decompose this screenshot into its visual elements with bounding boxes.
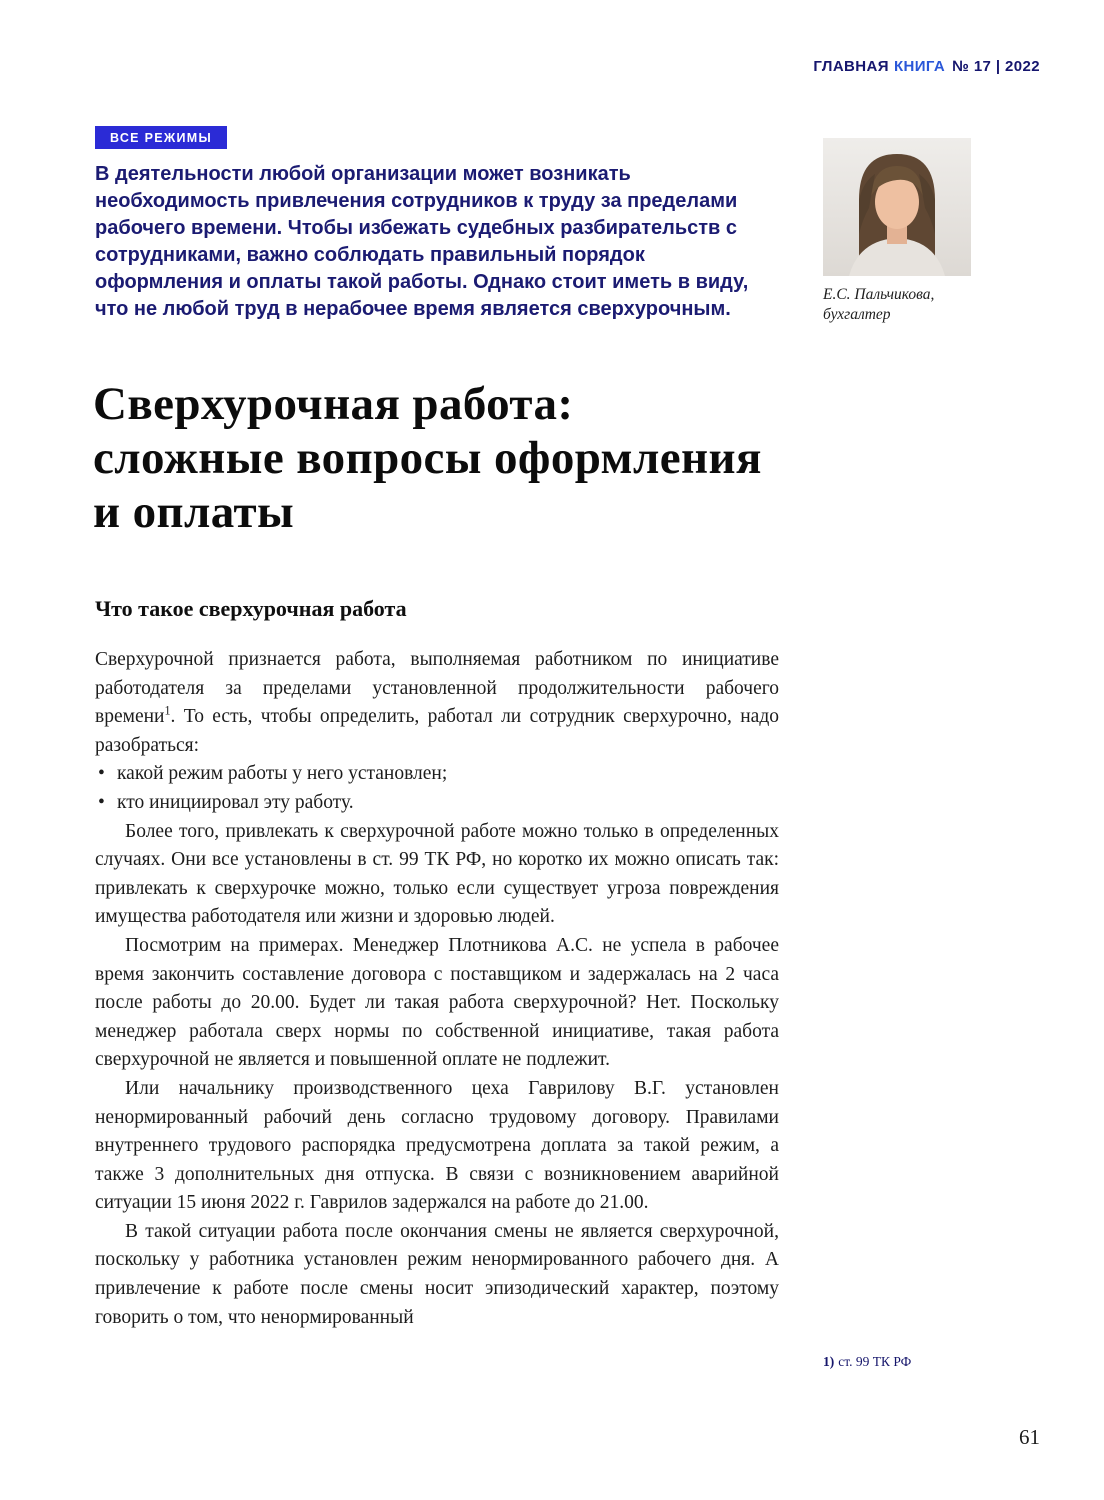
body-paragraph-4: Или начальнику производственного цеха Гаврилову В.Г. установлен ненормированный рабочий день согласно трудовому договору. Правилами внутреннего трудового распорядка предусмотрена доплата за такой режим, а также 3 дополнительных дня отпуска. В связи с возникновением аварийной ситуации 15 июня 2022 г. Гаврилов задержался на работе до 21.00. [95,1077,779,1214]
bullet-item: • кто инициировал эту работу. [95,789,779,818]
issue-number: № 17 | 2022 [952,58,1040,75]
body-paragraph-5: В такой ситуации работа после окончания смены не является сверхурочной, поскольку у работника установлен режим ненормированного рабочего дня. А привлечение к работе после смены носит эпизодический характер, поэтому говорить о том, что ненормированный [95,1220,779,1328]
article-title-line2: сложные вопросы оформления [93,432,762,484]
paragraph-text: . То есть, чтобы определить, работал ли сотрудник сверхурочно, надо разобраться: [95,706,779,756]
paragraph-text: Сверхурочной признается работа, выполняемая работником по инициативе работодателя за пределами установленной продолжительности рабочего времени [95,649,779,728]
author-name: Е.С. Пальчикова, [823,286,935,303]
footnote-reference: 1 [164,703,171,718]
author-block [823,138,973,325]
footnote-text: ст. 99 ТК РФ [838,1354,912,1369]
brand-name-part1: ГЛАВНАЯ [813,58,889,75]
body-paragraph-3: Посмотрим на примерах. Менеджер Плотникова А.С. не успела в рабочее время закончить составление договора с поставщиком и задержалась на 2 часа после работы до 20.00. Будет ли такая работа сверхурочной? Нет. Поскольку менеджер работала сверх нормы по собственной инициативе, такая работа сверхурочной не является и повышенной оплате не подлежит. [95,934,779,1071]
author-photo [823,138,971,276]
body-paragraph-2: Более того, привлекать к сверхурочной работе можно только в определенных случаях. Они все установлены в ст. 99 ТК РФ, но коротко их можно описать так: привлекать к сверхурочке можно, только если существует угроза повреждения имущества работодателя или жизни и здоровью людей. [95,820,779,928]
section-heading: Что такое сверхурочная работа [95,596,407,621]
bullet-list [95,760,779,817]
footnote-marker: 1) [823,1354,835,1369]
page-number: 61 [1019,1425,1040,1449]
article-body [95,646,779,1332]
rubric-badge: ВСЕ РЕЖИМЫ [95,126,227,149]
brand-name-part2: КНИГА [893,58,946,75]
article-title-line3: и оплаты [93,486,295,538]
article-title [93,377,762,539]
author-caption [823,285,973,325]
margin-footnote [823,1354,911,1370]
article-title-line1: Сверхурочная работа: [93,378,574,430]
lead-paragraph: В деятельности любой организации может возникать необходимость привлечения сотрудников к труду за пределами рабочего времени. Чтобы избежать судебных разбирательств с сотрудниками, важно соблюдать правильный порядок оформления и оплаты такой работы. Однако стоит иметь в виду, что не любой труд в нерабочее время является сверхурочным. [95,163,749,320]
body-paragraph-1 [95,646,779,760]
author-role: бухгалтер [823,306,891,323]
magazine-header [813,58,1040,75]
bullet-item: • какой режим работы у него установлен; [95,760,779,789]
